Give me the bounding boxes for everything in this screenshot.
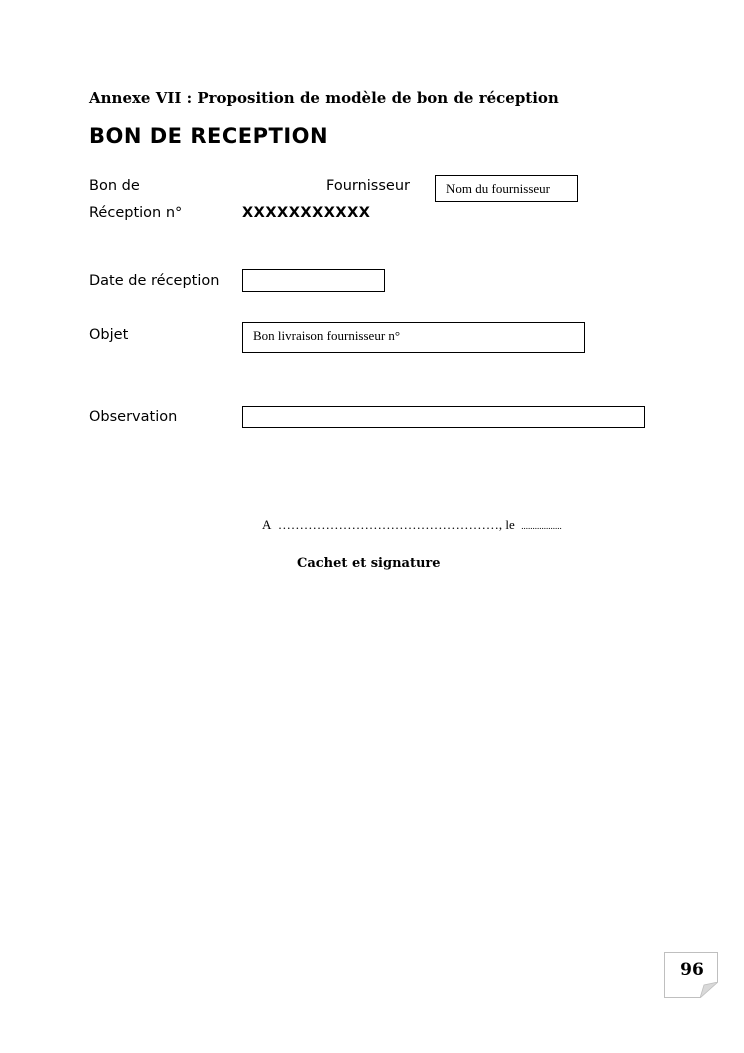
date-dots: .................. [521,521,562,531]
fournisseur-field[interactable] [435,175,578,202]
observation-field[interactable] [242,406,645,428]
objet-field[interactable] [242,322,585,353]
observation-label: Observation [89,409,178,425]
page-number: 96 [680,960,704,980]
date-reception-label: Date de réception [89,273,220,289]
bon-de-label: Bon de [89,178,140,194]
objet-field-text: Bon livraison fournisseur n° [253,328,401,343]
fournisseur-label: Fournisseur [326,178,410,194]
page-number-box [664,952,718,998]
page-curl-icon [700,982,718,998]
place-date-line [262,517,562,533]
fournisseur-field-text: Nom du fournisseur [446,181,550,196]
place-prefix: A [262,517,272,532]
reception-number-label: Réception n° [89,205,183,221]
reception-number-value: XXXXXXXXXXX [242,205,371,221]
place-dots: ……………………………………………, le [277,517,515,532]
signature-label: Cachet et signature [297,556,441,571]
annex-heading: Annexe VII : Proposition de modèle de bon de réception [89,89,559,107]
document-title: BON DE RECEPTION [89,124,329,148]
objet-label: Objet [89,327,129,343]
date-reception-field[interactable] [242,269,385,292]
